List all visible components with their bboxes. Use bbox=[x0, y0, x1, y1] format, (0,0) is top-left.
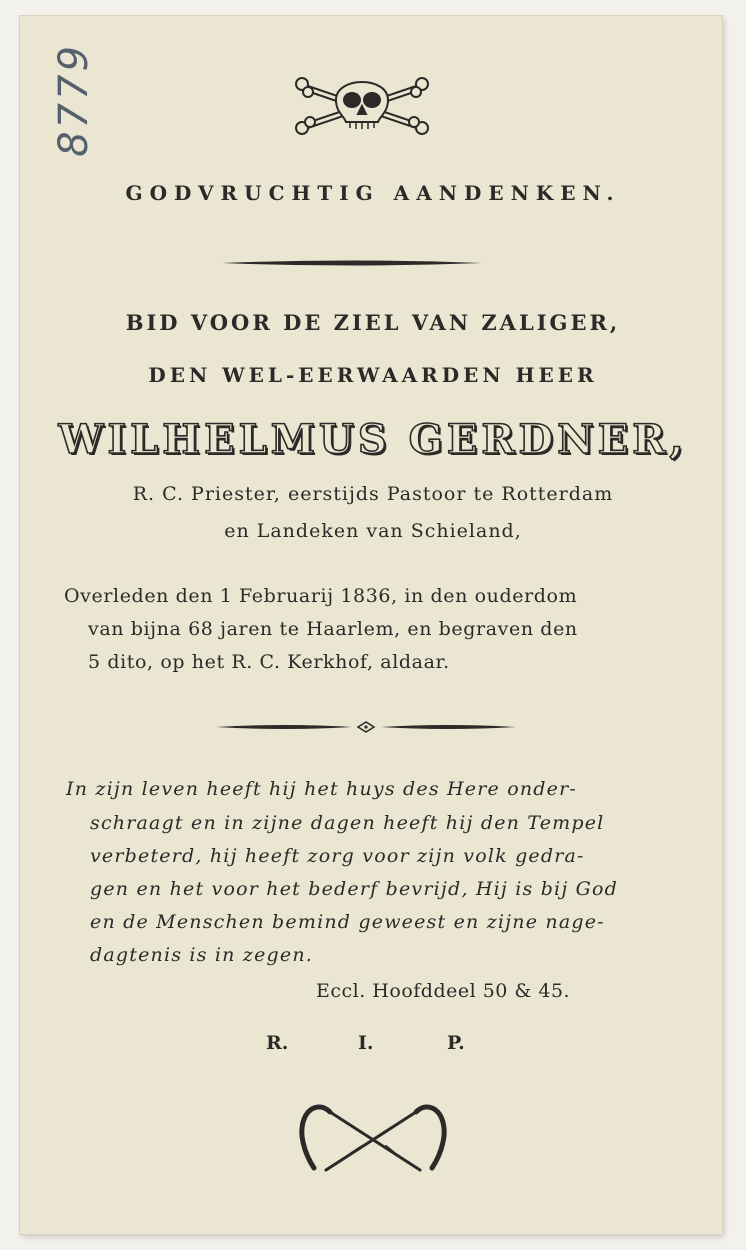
prayer-line-1: BID VOOR DE ZIEL VAN ZALIGER, bbox=[125, 310, 621, 335]
header-title: GODVRUCHTIG AANDENKEN. bbox=[125, 181, 621, 205]
divider-rule bbox=[222, 258, 482, 268]
verse-line-6: dagtenis is in zegen. bbox=[90, 944, 313, 966]
prayer-line-2: DEN WEL-EERWAARDEN HEER bbox=[148, 363, 598, 387]
death-line-2: van bijna 68 jaren te Haarlem, en begraven den bbox=[88, 618, 578, 640]
rip-letter-i: I. bbox=[358, 1032, 374, 1054]
role-line-2: en Landeken van Schieland, bbox=[224, 520, 522, 542]
handwritten-number-text: 8779 bbox=[51, 43, 98, 157]
role-line-1: R. C. Priester, eerstijds Pastoor te Rotterdam bbox=[132, 483, 614, 505]
skull-crossbones-icon bbox=[292, 66, 432, 142]
rip-letter-p: P. bbox=[447, 1032, 465, 1054]
verse-line-5: en de Menschen bemind geweest en zijne nage- bbox=[90, 911, 605, 933]
death-line-3: 5 dito, op het R. C. Kerkhof, aldaar. bbox=[88, 651, 450, 673]
verse-line-3: verbeterd, hij heeft zorg voor zijn volk gedra- bbox=[90, 845, 585, 867]
verse-line-1: In zijn leven heeft hij het huys des Here onder- bbox=[66, 778, 578, 800]
verse-line-2: schraagt en in zijne dagen heeft hij den Tempel bbox=[90, 812, 605, 834]
deceased-name: WILHELMUS GERDNER, bbox=[58, 416, 688, 463]
ornamental-divider bbox=[216, 720, 516, 734]
crossed-scythes-icon bbox=[298, 1096, 448, 1178]
scripture-citation: Eccl. Hoofddeel 50 & 45. bbox=[316, 980, 571, 1002]
death-line-1: Overleden den 1 Februarij 1836, in den ouderdom bbox=[64, 585, 578, 607]
handwritten-number bbox=[44, 40, 104, 160]
rip-letter-r: R. bbox=[266, 1032, 289, 1054]
verse-line-4: gen en het voor het bederf bevrijd, Hij is bij God bbox=[90, 878, 619, 900]
